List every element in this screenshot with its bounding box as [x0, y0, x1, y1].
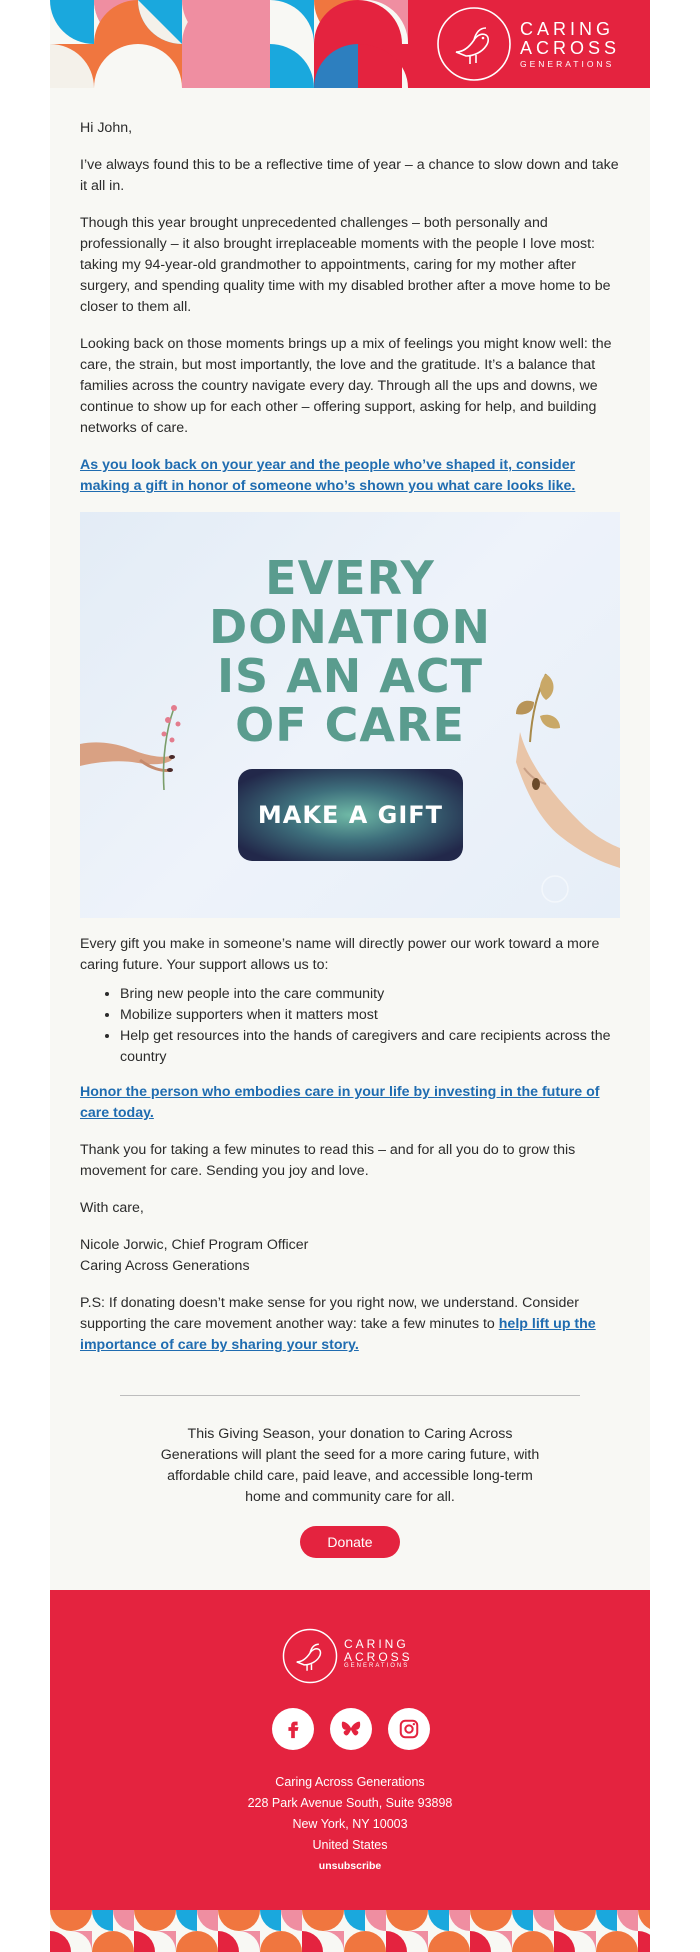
banner-line-2: DONATION [209, 600, 491, 654]
honor-person-link[interactable]: Honor the person who embodies care in your life by investing in the future of care today. [80, 1084, 600, 1121]
footer-brand-name [344, 1638, 413, 1669]
bluesky-link[interactable] [330, 1708, 372, 1750]
banner-line-3: IS AN ACT [216, 649, 484, 703]
bluesky-icon [340, 1718, 362, 1740]
footer-org-name: Caring Across Generations [275, 1775, 425, 1789]
donate-button[interactable]: Donate [300, 1526, 400, 1558]
share-story-link[interactable]: help lift up the importance of care by sharing your story. [80, 1316, 596, 1353]
greeting: Hi John, [80, 120, 133, 136]
banner-line-4: OF CARE [235, 698, 465, 752]
footer-brand-line-1: CARING [344, 1637, 409, 1651]
watermark-logo-icon [540, 874, 570, 904]
brand-line-1: CARING [520, 19, 615, 39]
brand-line-3: GENERATIONS [520, 58, 615, 69]
unsubscribe-link[interactable]: unsubscribe [318, 1860, 382, 1872]
paragraph-1: I’ve always found this to be a reflective time of year – a chance to slow down and take it all in. [80, 157, 619, 194]
signoff: With care, [80, 1200, 144, 1216]
instagram-link[interactable] [388, 1708, 430, 1750]
footer-bird-logo-icon [282, 1628, 338, 1684]
facebook-link[interactable] [272, 1708, 314, 1750]
signature-name: Nicole Jorwic, Chief Program Officer [80, 1237, 309, 1253]
email-footer [50, 1590, 650, 1910]
postscript: P.S: If donating doesn’t make sense for you right now, we understand. Consider supporting the care movement another way: take a few minutes to [80, 1295, 579, 1332]
support-list [80, 984, 620, 1068]
bird-logo-icon [436, 6, 512, 82]
facebook-icon [282, 1718, 304, 1740]
footer-street: 228 Park Avenue South, Suite 93898 [247, 1796, 453, 1810]
brand-line-2: ACROSS [520, 37, 621, 58]
letter-body [80, 118, 620, 497]
signature-org: Caring Across Generations [80, 1258, 250, 1274]
paragraph-4: Every gift you make in someone’s name will directly power our work toward a more caring future. Your support allows us to: [80, 936, 600, 973]
giving-season-text: This Giving Season, your donation to Caring Across Generations will plant the seed for a more caring future, with affordable child care, paid leave, and accessible long-term home and community care for all. [160, 1426, 540, 1505]
brand-block [408, 0, 650, 88]
donation-banner[interactable] [80, 512, 620, 918]
header-pattern [50, 0, 408, 88]
email-header [50, 0, 650, 88]
list-item: • Help get resources into the hands of caregivers and care recipients across the country [120, 1026, 620, 1068]
list-item: • Mobilize supporters when it matters most [120, 1005, 620, 1026]
paragraph-5: Thank you for taking a few minutes to read this – and for all you do to grow this movement for care. Sending you joy and love. [80, 1142, 576, 1179]
email-container [50, 0, 650, 1952]
hand-with-leaves-icon [490, 672, 620, 872]
footer-pattern [50, 1910, 650, 1952]
hand-with-flower-icon [80, 700, 200, 820]
paragraph-2: Though this year brought unprecedented challenges – both personally and professionally – it also brought irreplaceable moments with the people I love most: taking my 94-year-old grandmother to appointments, caring for my mother after surgery, and spending quality time with my disabled brother after a move home to be closer to them all. [80, 215, 611, 315]
footer-brand-line-2: ACROSS [344, 1649, 413, 1664]
footer-city: New York, NY 10003 [292, 1817, 408, 1831]
make-a-gift-button[interactable]: MAKE A GIFT [238, 769, 463, 861]
brand-name [520, 20, 620, 69]
instagram-icon [398, 1718, 420, 1740]
divider [120, 1395, 580, 1396]
banner-line-1: EVERY [265, 551, 435, 605]
footer-country: United States [312, 1838, 388, 1852]
gift-in-honor-link[interactable]: As you look back on your year and the people who’ve shaped it, consider making a gift in honor of someone who’s shown you what care looks like. [80, 457, 576, 494]
list-item: • Bring new people into the care community [120, 984, 620, 1005]
paragraph-3: Looking back on those moments brings up a mix of feelings you might know well: the care, the strain, but most importantly, the love and the gratitude. It’s a balance that families across the country navigate every day. Through all the ups and downs, we continue to show up for each other – offering support, asking for help, and building networks of care. [80, 336, 612, 436]
letter-body-2 [80, 934, 620, 1372]
footer-brand-line-3: GENERATIONS [344, 1663, 410, 1670]
